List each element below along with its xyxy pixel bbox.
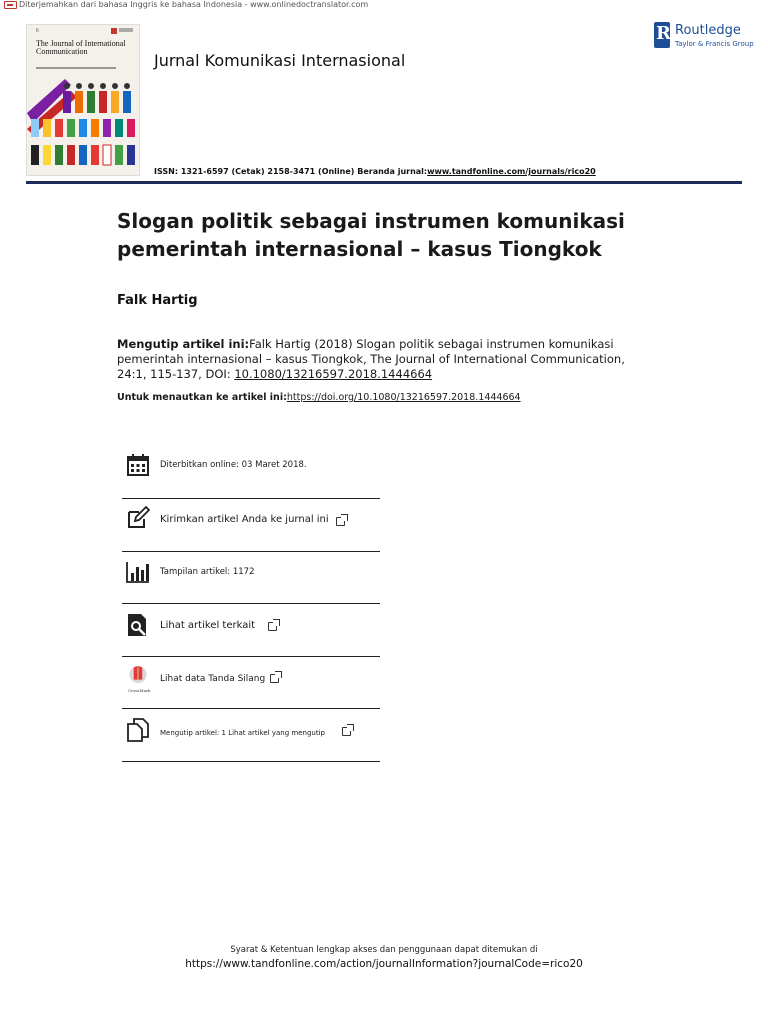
- search-document-icon: [126, 613, 150, 637]
- external-link-icon: [268, 622, 277, 631]
- publisher-name: Routledge: [675, 23, 741, 38]
- citing-articles-icon: [126, 718, 150, 742]
- submit-article-label: Kirimkan artikel Anda ke jurnal ini: [160, 514, 329, 525]
- calendar-icon: [126, 453, 150, 477]
- cover-journal-title: The Journal of International Communication: [36, 39, 126, 56]
- article-title: Slogan politik sebagai instrumen komunikasi pemerintah internasional – kasus Tiongkok: [117, 209, 625, 261]
- published-online-label: Diterbitkan online: 03 Maret 2018.: [160, 460, 307, 470]
- citation-block: [117, 337, 657, 382]
- publisher-logo: [654, 22, 754, 50]
- article-views-label: Tampilan artikel: 1172: [160, 567, 255, 577]
- journal-homepage-link[interactable]: www.tandfonline.com/journals/rico20: [427, 167, 596, 176]
- translator-icon: [4, 1, 17, 9]
- routledge-r-icon: [654, 22, 670, 48]
- external-link-icon: [270, 674, 279, 683]
- crossmark-label: Lihat data Tanda Silang: [160, 674, 266, 684]
- cover-subtitle-line: [36, 67, 116, 69]
- article-author: Falk Hartig: [117, 293, 198, 308]
- article-views-row: [122, 552, 380, 604]
- citing-articles-row[interactable]: [122, 710, 380, 762]
- citation-text: Falk Hartig (2018) Slogan politik sebagai instrumen komunikasi pemerintah internasional – kasus Tiongkok, The Journal of International Communication, 24:1, 115-137, DOI:: [117, 337, 625, 381]
- footer-terms-text: Syarat & Ketentuan lengkap akses dan penggunaan dapat ditemukan di: [230, 945, 538, 955]
- edit-icon: [126, 506, 150, 530]
- article-doi-url-link[interactable]: https://doi.org/10.1080/13216597.2018.1444664: [286, 392, 521, 403]
- submit-article-row[interactable]: [122, 500, 380, 552]
- cover-people-artwork: [27, 73, 140, 176]
- translator-banner: [4, 0, 368, 9]
- bar-chart-icon: [126, 560, 150, 584]
- crossmark-row[interactable]: [122, 657, 380, 709]
- citation-doi-link[interactable]: 10.1080/13216597.2018.1444664: [234, 367, 433, 381]
- publisher-group: Taylor & Francis Group: [675, 40, 754, 48]
- cover-logo-text: [119, 28, 133, 32]
- crossmark-icon: [126, 665, 150, 689]
- external-link-icon: [342, 727, 351, 736]
- published-online-row: [122, 447, 380, 499]
- article-link-line: [117, 392, 521, 403]
- issn-line: [154, 167, 596, 176]
- journal-name: Jurnal Komunikasi Internasional: [154, 51, 406, 70]
- citation-label: Mengutip artikel ini:: [117, 337, 250, 351]
- translator-banner-text: Diterjemahkan dari bahasa Inggris ke bahasa Indonesia - www.onlinedoctranslator.com: [19, 0, 369, 9]
- citing-articles-label: Mengutip artikel: 1 Lihat artikel yang mengutip: [160, 729, 325, 737]
- issn-text: ISSN: 1321-6597 (Cetak) 2158-3471 (Online) Beranda jurnal:: [154, 167, 428, 176]
- related-articles-label: Lihat artikel terkait: [160, 620, 256, 631]
- related-articles-row[interactable]: [122, 605, 380, 657]
- crossmark-caption: CrossMark: [128, 688, 151, 693]
- external-link-icon: [336, 517, 345, 526]
- footer-terms-url[interactable]: https://www.tandfonline.com/action/journalInformation?journalCode=rico20: [185, 958, 583, 970]
- article-link-label: Untuk menautkan ke artikel ini:: [117, 392, 287, 403]
- cover-publisher-mark: R: [36, 28, 39, 33]
- journal-cover-image: [26, 24, 140, 176]
- cover-logo-mark: [111, 28, 117, 34]
- header-divider: [26, 181, 742, 184]
